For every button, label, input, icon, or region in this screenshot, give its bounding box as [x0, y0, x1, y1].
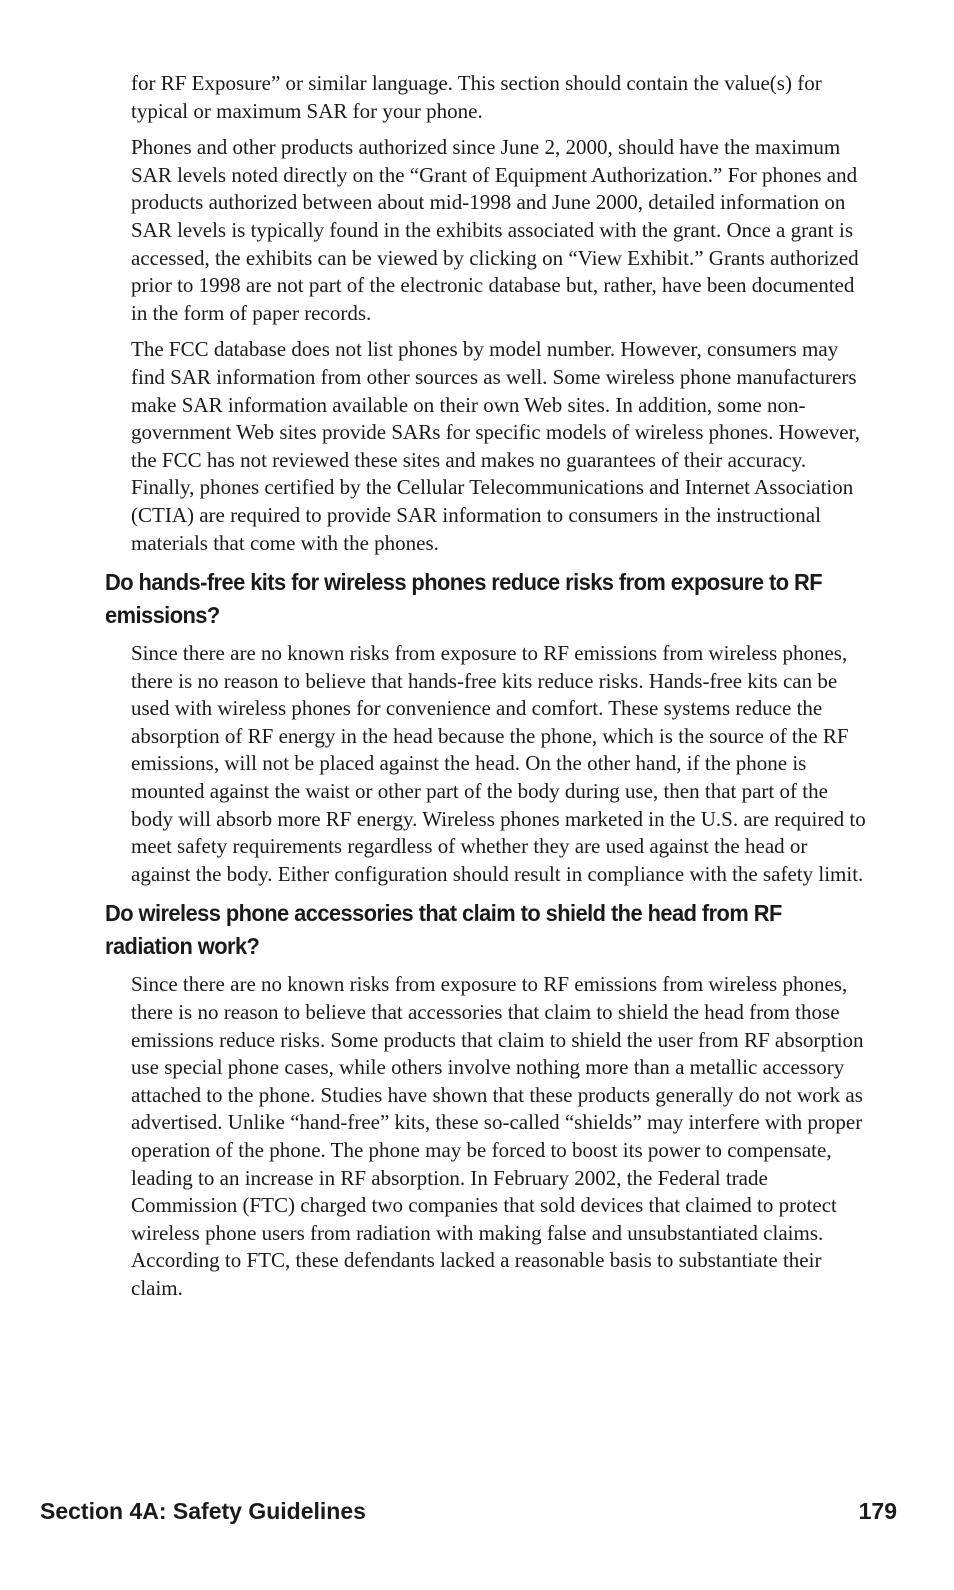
paragraph-handsfree-kits: Since there are no known risks from exposure to RF emissions from wireless phones, there is no reason to believe that hands-free kits reduce risks. Hands-free kits can be used with wireless phones for convenience and comfort. These systems reduce the absorption of RF energy in the head because the phone, which is the source of the RF emissions, will not be placed against the head. On the other hand, if the phone is mounted against the waist or other part of the body during use, then that part of the body will absorb more RF energy. Wireless phones marketed in the U.S. are required to meet safety requirements regardless of whether they are used against the head or against the body. Either configuration should result in compliance with the safety limit.	[131, 641, 866, 886]
paragraph-sar-value: for RF Exposure” or similar language. This section should contain the value(s) for typical or maximum SAR for your phone.	[131, 71, 822, 123]
footer-section-title: Section 4A: Safety Guidelines	[40, 1497, 366, 1524]
heading-handsfree-kits: Do hands-free kits for wireless phones reduce risks from exposure to RF emissions?	[105, 569, 823, 629]
page-number: 179	[858, 1497, 897, 1524]
paragraph-grant-authorization: Phones and other products authorized since June 2, 2000, should have the maximum SAR levels noted directly on the “Grant of Equipment Authorization.” For phones and products authorized between about mid-1998 and June 2000, detailed information on SAR levels is typically found in the exhibits associated with the grant. Once a grant is accessed, the exhibits can be viewed by clicking on “View Exhibit.” Grants authorized prior to 1998 are not part of the electronic database but, rather, have been documented in the form of paper records.	[131, 135, 859, 325]
heading-shield-accessories: Do wireless phone accessories that claim to shield the head from RF radiation work?	[105, 900, 782, 960]
page-content	[105, 70, 875, 1312]
page-footer	[40, 1495, 897, 1527]
paragraph-fcc-database: The FCC database does not list phones by model number. However, consumers may find SAR information from other sources as well. Some wireless phone manufacturers make SAR information available on their own Web sites. In addition, some non-government Web sites provide SARs for specific models of wireless phones. However, the FCC has not reviewed these sites and makes no guarantees of their accuracy. Finally, phones certified by the Cellular Telecommunications and Internet Association (CTIA) are required to provide SAR information to consumers in the instructional materials that come with the phones.	[131, 337, 861, 555]
paragraph-shield-accessories: Since there are no known risks from exposure to RF emissions from wireless phones, there is no reason to believe that accessories that claim to shield the head from those emissions reduce risks. Some products that claim to shield the user from RF absorption use special phone cases, while others involve nothing more than a metallic accessory attached to the phone. Studies have shown that these products generally do not work as advertised. Unlike “hand-free” kits, these so-called “shields” may interfere with proper operation of the phone. The phone may be forced to boost its power to compensate, leading to an increase in RF absorption. In February 2002, the Federal trade Commission (FTC) charged two companies that sold devices that claimed to protect wireless phone users from radiation with making false and unsubstantiated claims. According to FTC, these defendants lacked a reasonable basis to substantiate their claim.	[131, 972, 864, 1300]
